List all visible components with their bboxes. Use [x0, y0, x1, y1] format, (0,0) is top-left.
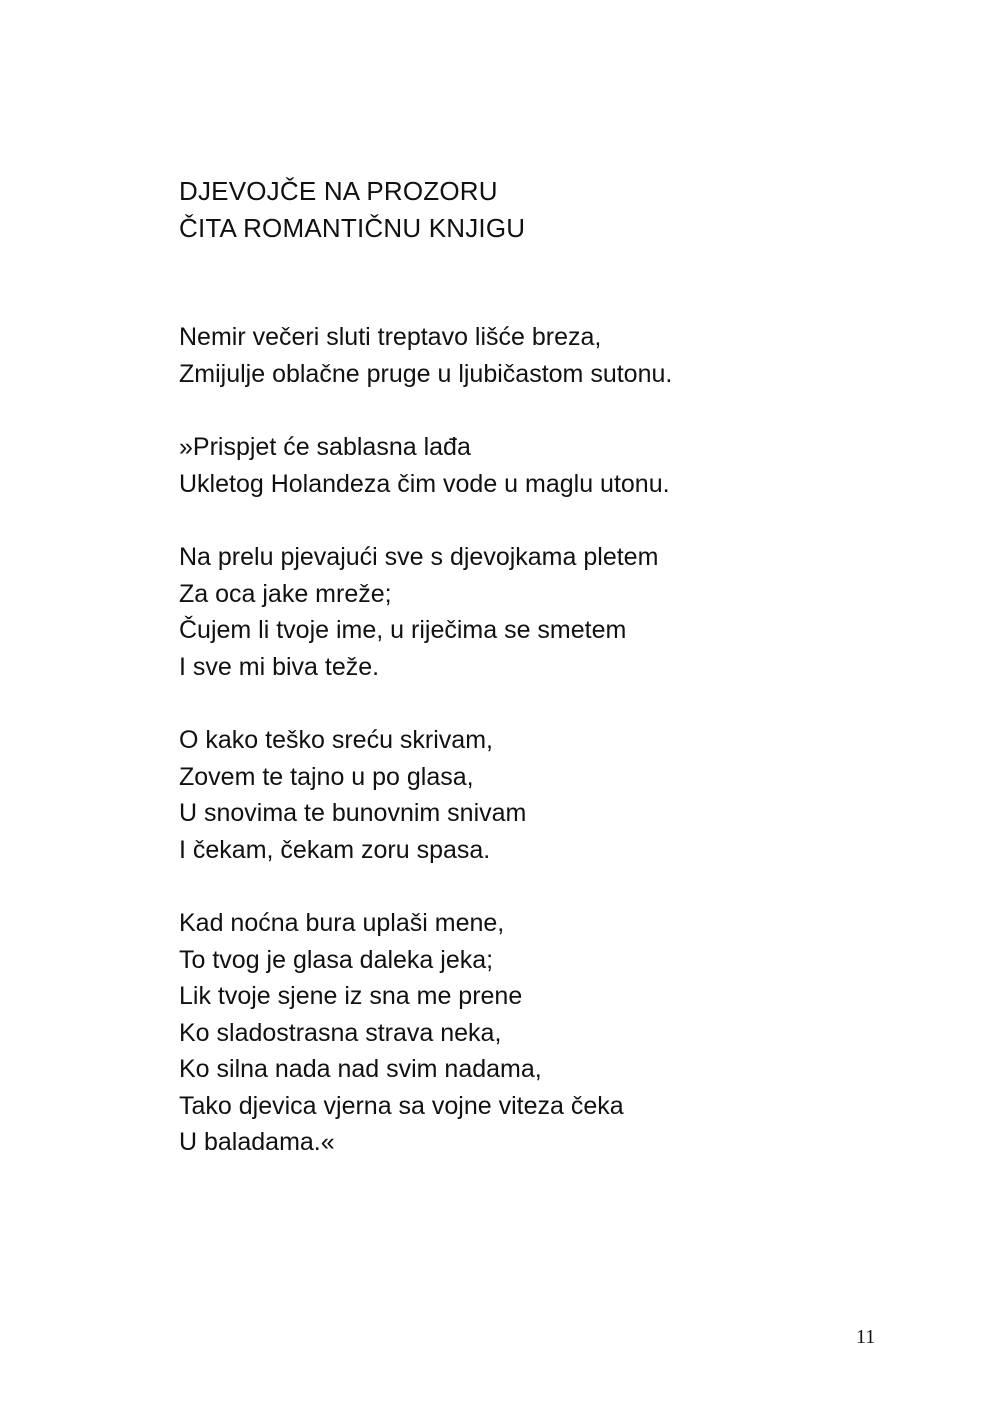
verse-line: Zovem te tajno u po glasa, — [179, 762, 474, 791]
verse-line: Zmijulje oblačne pruge u ljubičastom sutonu. — [179, 359, 673, 388]
verse-line: Ko sladostrasna strava neka, — [179, 1018, 502, 1047]
verse-line: Ukletog Holandeza čim vode u maglu utonu. — [179, 469, 670, 498]
verse-line: Lik tvoje sjene iz sna me prene — [179, 982, 523, 1010]
verse-line: U baladama.« — [179, 1128, 335, 1156]
verse-line: Za oca jake mreže; — [179, 579, 392, 608]
stanza — [179, 429, 879, 502]
page-number: 11 — [856, 1326, 876, 1348]
verse-line: Kad noćna bura uplaši mene, — [179, 909, 505, 937]
verse-line: Nemir večeri sluti treptavo lišće breza, — [179, 323, 602, 351]
verse-line: O kako teško sreću skrivam, — [179, 726, 493, 754]
stanza — [179, 722, 879, 868]
verse-line: Čujem li tvoje ime, u riječima se smetem — [179, 616, 627, 644]
poem-body — [179, 319, 879, 1198]
stanza — [179, 539, 879, 685]
poem-title-line: DJEVOJČE NA PROZORU — [179, 176, 498, 206]
verse-line: Na prelu pjevajući sve s djevojkama pletem — [179, 543, 659, 571]
verse-line: To tvog je glasa daleka jeka; — [179, 945, 494, 974]
poem-title — [179, 173, 525, 247]
verse-line: U snovima te bunovnim snivam — [179, 799, 527, 827]
stanza — [179, 905, 879, 1161]
verse-line: I čekam, čekam zoru spasa. — [179, 835, 491, 864]
verse-line: »Prispjet će sablasna lađa — [179, 433, 471, 461]
verse-line: Tako djevica vjerna sa vojne viteza čeka — [179, 1091, 624, 1120]
verse-line: Ko silna nada nad svim nadama, — [179, 1055, 542, 1083]
stanza — [179, 319, 879, 392]
poem-title-line: ČITA ROMANTIČNU KNJIGU — [179, 213, 526, 243]
verse-line: I sve mi biva teže. — [179, 652, 380, 681]
